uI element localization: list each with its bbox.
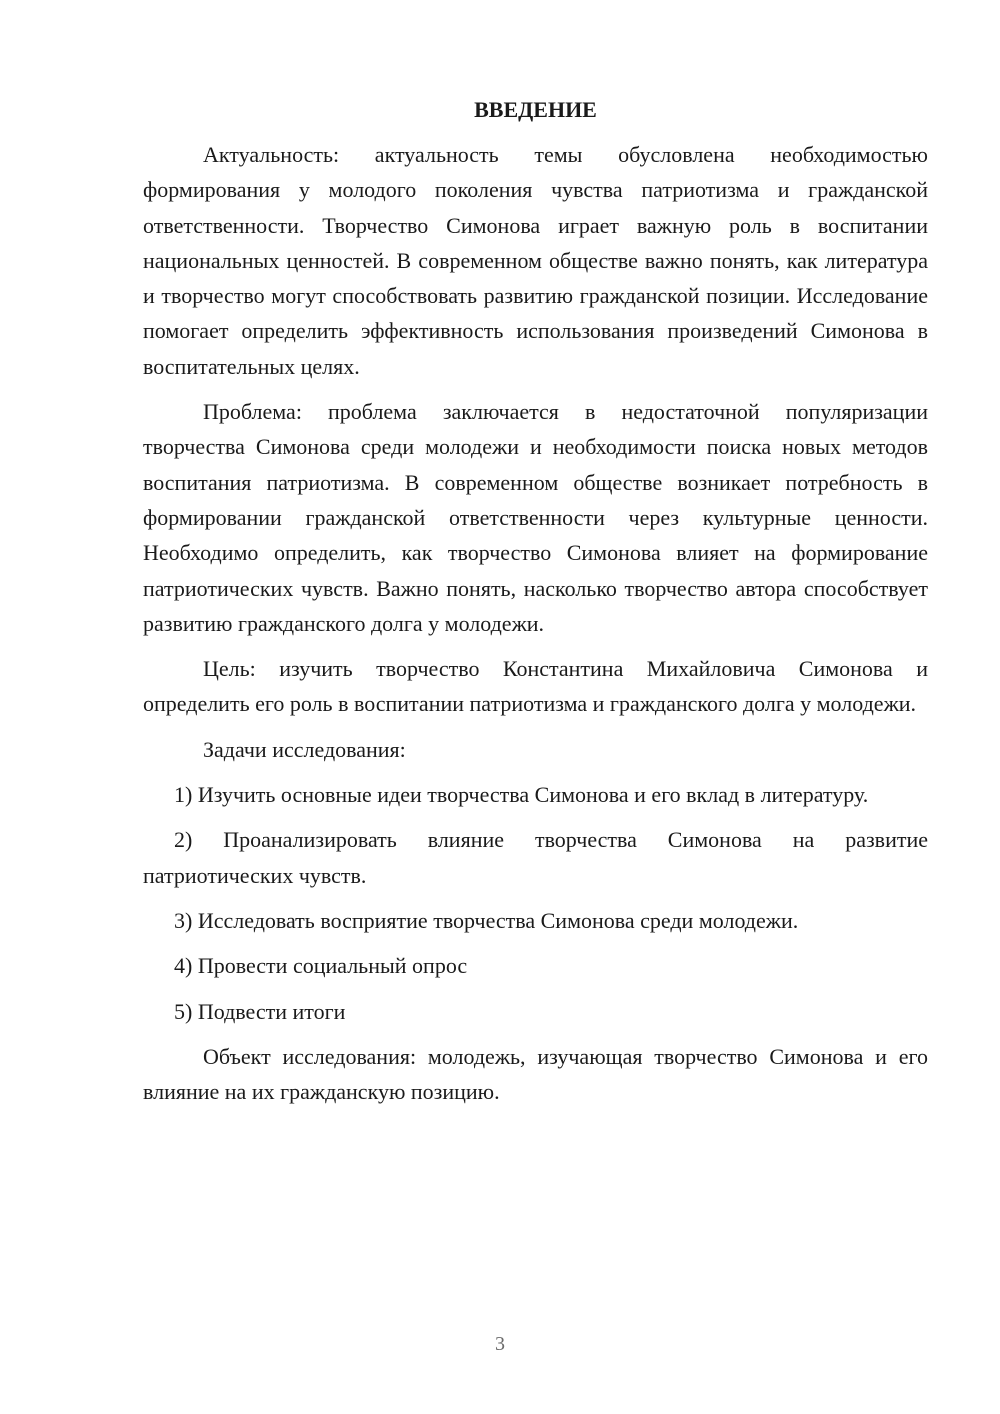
page-number: 3 (495, 1333, 505, 1355)
page-body (143, 92, 928, 1109)
task-item: 2) Проанализировать влияние творчества Симонова на развитие патриотических чувств. (143, 827, 928, 888)
task-item: 4) Провести социальный опрос (174, 953, 468, 979)
tasks-heading: Задачи исследования: (203, 736, 406, 762)
task-item: 3) Исследовать восприятие творчества Симонова среди молодежи. (174, 907, 799, 933)
goal-paragraph: Цель: изучить творчество Константина Михайловича Симонова и определить его роль в воспитании патриотизма и гражданского долга у молодежи. (143, 656, 928, 717)
task-item: 5) Подвести итоги (174, 998, 346, 1024)
task-item: 1) Изучить основные идеи творчества Симонова и его вклад в литературу. (174, 782, 869, 808)
section-title: ВВЕДЕНИЕ (474, 97, 597, 122)
problem-paragraph: Проблема: проблема заключается в недостаточной популяризации творчества Симонова среди молодежи и необходимости поиска новых методов воспитания патриотизма. В современном обществе возникает потребность в формировании гражданской ответственности через культурные ценности. Необходимо определить, как творчество Симонова влияет на формирование патриотических чувств. Важно понять, насколько творчество автора способствует развитию гражданского долга у молодежи. (143, 399, 928, 636)
relevance-paragraph: Актуальность: актуальность темы обусловлена необходимостью формирования у молодого поколения чувства патриотизма и гражданской ответственности. Творчество Симонова играет важную роль в воспитании национальных ценностей. В современном обществе важно понять, как литература и творчество могут способствовать развитию гражданской позиции. Исследование помогает определить эффективность использования произведений Симонова в воспитательных целях. (143, 142, 928, 379)
object-paragraph: Объект исследования: молодежь, изучающая творчество Симонова и его влияние на их гражданскую позицию. (143, 1043, 928, 1105)
